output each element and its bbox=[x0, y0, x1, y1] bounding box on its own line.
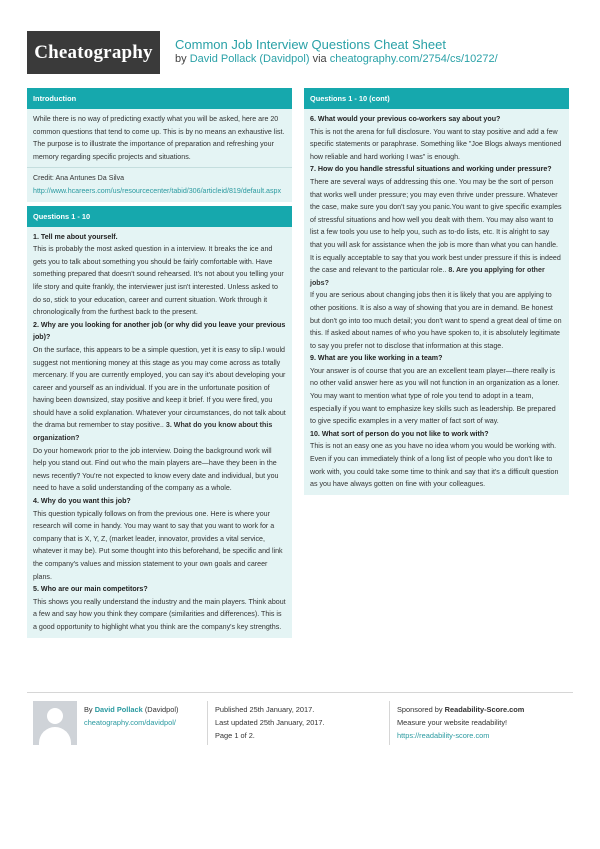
page-title: Common Job Interview Questions Cheat Sheet bbox=[175, 37, 446, 52]
answer: This is not the arena for full disclosure. You want to stay positive and add a few specific statements or paraphrase. Something like "Joe Blogs always mentioned how reliable and hard working I was" is enough. bbox=[310, 127, 562, 161]
intro-heading: Introduction bbox=[27, 88, 292, 109]
answer bbox=[310, 176, 563, 289]
answer: This is probably the most asked question in a interview. It breaks the ice and gets you to talk about something you should be fairly comfortable with. Have something prepared that doesn't sound rehearsed. It's not about you telling your life story and quite frankly, the interviewer just isn't interested. Unless asked to do so, stick to your education, career and current situation. Work through it chronologically from the furthest back to the present. bbox=[33, 245, 284, 317]
question: 9. What are you like working in a team? bbox=[310, 354, 443, 363]
sponsor-link[interactable]: https://readability-score.com bbox=[397, 731, 490, 740]
question: 8. Are you applying for other jobs? bbox=[310, 266, 545, 287]
footer-profile-link[interactable]: cheatography.com/davidpol/ bbox=[84, 718, 176, 727]
question: 6. What would your previous co-workers say about you? bbox=[310, 115, 501, 123]
footer-sponsor bbox=[397, 703, 524, 742]
author-link[interactable]: David Pollack (Davidpol) bbox=[189, 53, 310, 65]
footer-divider bbox=[207, 701, 208, 745]
answer: This is not an easy one as you have no idea whom you would be working with. Even if you can immediately think of a long list of people who you don't like to work with, you could take some time to think and say that it's a difficult question as you have always gotten on fine with your colleagues. bbox=[310, 442, 559, 489]
byline-by: by bbox=[175, 53, 187, 65]
sponsor-name[interactable]: Readability-Score.com bbox=[444, 705, 525, 714]
footer-divider bbox=[389, 701, 390, 745]
question: 10. What sort of person do you not like to work with? bbox=[310, 429, 489, 438]
intro-section bbox=[27, 88, 292, 202]
sheet-url-link[interactable]: cheatography.com/2754/cs/10272/ bbox=[329, 53, 498, 65]
footer-dates bbox=[215, 703, 355, 742]
user-head-icon bbox=[47, 708, 63, 724]
page-number: Page 1 of 2. bbox=[215, 731, 255, 740]
sponsor-tagline: Measure your website readability! bbox=[397, 718, 508, 727]
footer-author bbox=[84, 703, 179, 729]
sponsored-by: Sponsored by bbox=[397, 705, 443, 714]
intro-credit: Credit: Ana Antunes Da Silva bbox=[33, 174, 125, 183]
right-column bbox=[304, 88, 569, 499]
avatar[interactable] bbox=[33, 701, 77, 745]
questions-section bbox=[27, 206, 292, 638]
answer bbox=[33, 344, 286, 445]
byline bbox=[175, 53, 498, 65]
left-column bbox=[27, 88, 292, 642]
answer-text: On the surface, this appears to be a simple question, yet it is easy to slip.I would suggest not mentioning money at this stage as you may come across as totally mercenary. If you are currently employed, you can say it's about developing your career and yourself as an individual. If you are in the unfortunate position of having been downsized, stay positive and keep it brief. If you were fired, you should have a solid explanation. Whatever your circumstances, do not talk about the drama but remember to stay positive.. bbox=[33, 345, 286, 430]
question: 2. Why are you looking for another job (or why did you leave your previous job)? bbox=[33, 320, 286, 342]
answer: This shows you really understand the industry and the main players. Think about a few and say how you think they compare (similarities and differences). This is a good opportunity to highlight what you think are the company's key strengths. bbox=[33, 597, 286, 631]
answer: Your answer is of course that you are an excellent team player—there really is no other valid answer here as you will not function in an organization as a loner. You may want to mention what type of role you tend to adopt in a team, especially if you want to emphasize key skills such as leadership. Be prepared to give specific examples in a very matter of fact sort of way. bbox=[310, 366, 560, 426]
question: 4. Why do you want this job? bbox=[33, 497, 131, 506]
question: 5. Who are our main competitors? bbox=[33, 585, 148, 594]
intro-text: While there is no way of predicting exactly what you will be asked, here are 20 common questions that tend to come up. This is by no means an exhaustive list. The purpose is to illustrate the importance of preparation and refreshing your memory regarding specific projects and situations. bbox=[33, 115, 285, 161]
byline-via: via bbox=[312, 53, 327, 65]
footer-author-link[interactable]: David Pollack bbox=[94, 705, 143, 714]
answer-text: There are several ways of addressing this one. You may be the sort of person that works well under pressure; you may even thrive under pressure. Whatever the case, make sure you don't say you panic.You want to give specific examples of stressful situations and how well you dealt with them. You may also want to list a few tools you use to help you, such as to-do lists, etc. It is alright to say that you will ask for assistance when the job is more than what you can handle. It is equally acceptable to say that you work best under pressure if this is indeed the case and relevant to the particular role.. bbox=[310, 177, 562, 275]
answer: If you are serious about changing jobs then it is likely that you are applying to other positions. It is also a way of showing that you are in demand. Be honest but don't go into too much detail; you don't want to spend a great deal of time on this. If asked about names of who you have spoken to, it is absolutely legitimate to say you prefer not to disclose that information at this stage. bbox=[310, 291, 562, 350]
answer: This question typically follows on from the previous one. Here is where your research will come in handy. You may want to say that you want to work for a company that is X, Y, Z, (market leader, innovator, provides a vital service, whatever it may be). Put some thought into this beforehand, be specific and link the company's values and mission statement to your own goals and career plans. bbox=[33, 509, 283, 581]
footer bbox=[27, 692, 573, 752]
questions-cont-heading: Questions 1 - 10 (cont) bbox=[304, 88, 569, 109]
questions-heading: Questions 1 - 10 bbox=[27, 206, 292, 227]
question: 1. Tell me about yourself. bbox=[33, 232, 118, 241]
updated-date: Last updated 25th January, 2017. bbox=[215, 718, 325, 727]
answer: Do your homework prior to the job interview. Doing the background work will help you stand out. Find out who the main players are—have they been in the news recently? You're not expected to know every date and individual, but you need to have a solid understanding of the company as a whole. bbox=[33, 446, 279, 493]
published-date: Published 25th January, 2017. bbox=[215, 705, 315, 714]
cheatography-logo[interactable]: Cheatography bbox=[27, 31, 160, 74]
intro-source-link[interactable]: http://www.hcareers.com/us/resourcecenter/tabid/306/articleid/819/default.aspx bbox=[33, 186, 282, 195]
user-body-icon bbox=[39, 727, 71, 745]
footer-handle: (Davidpol) bbox=[144, 705, 179, 714]
question: 7. How do you handle stressful situations and working under pressure? bbox=[310, 165, 552, 174]
footer-by: By bbox=[84, 705, 93, 714]
question: 3. What do you know about this organization? bbox=[33, 421, 273, 443]
questions-cont-section bbox=[304, 88, 569, 495]
